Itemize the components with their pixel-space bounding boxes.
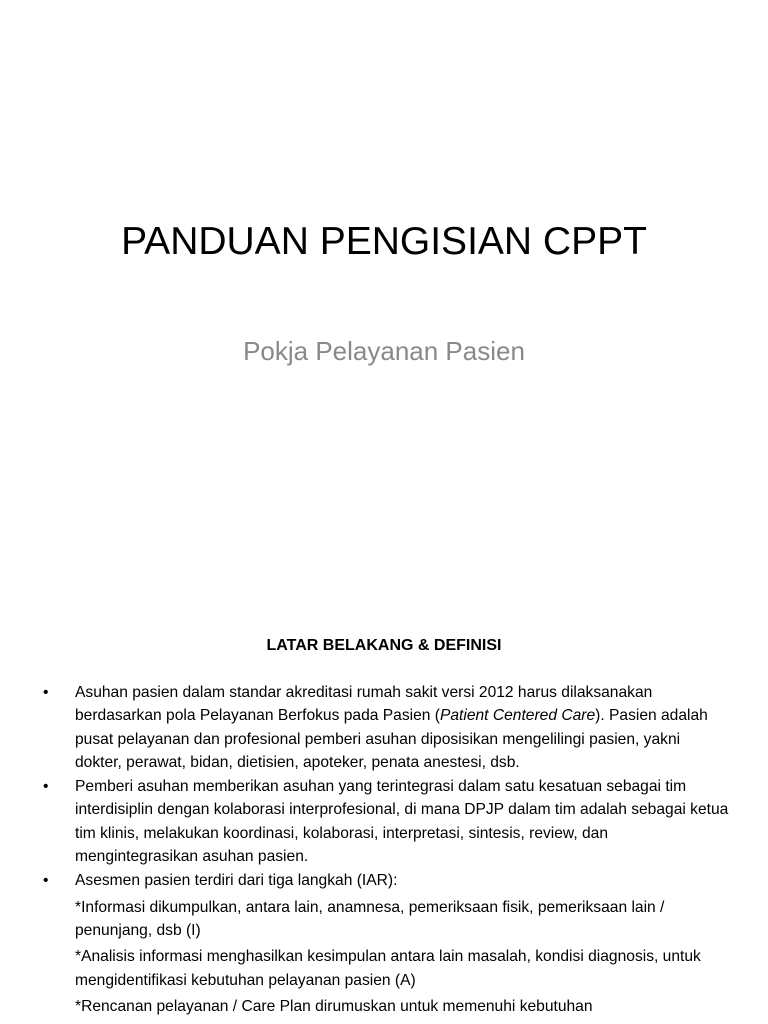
content-slide	[0, 576, 768, 1024]
slide-subtitle: Pokja Pelayanan Pasien	[243, 336, 525, 366]
sub-item-information: *Informasi dikumpulkan, antara lain, anamnesa, pemeriksaan fisik, pemeriksaan lain / penunjang, dsb (I)	[75, 898, 665, 939]
bullet-text-start: Asuhan pasien dalam standar akreditasi rumah sakit versi 2012 harus dilaksanakan berdasarkan pola Pelayanan Berfokus pada Pasien (	[75, 684, 653, 725]
bullet-text: Pemberi asuhan memberikan asuhan yang terintegrasi dalam satu kesatuan sebagai tim interdisiplin dengan kolaborasi interprofesional, di mana DPJP dalam tim adalah sebagai ketua tim klinis, melakukan koordinasi, kolaborasi, interpretasi, sintesis, review, dan mengintegrasikan asuhan pasien.	[75, 778, 729, 866]
bullet-item	[40, 681, 730, 774]
sub-item-care-plan: *Rencanan pelayanan / Care Plan dirumuskan untuk memenuhi kebutuhan	[75, 997, 593, 1015]
bullet-icon: •	[43, 872, 49, 890]
bullet-text: Asesmen pasien terdiri dari tiga langkah (IAR):	[75, 872, 398, 890]
bullet-item	[40, 775, 730, 868]
bullet-text-end: ). Pasien adalah pusat pelayanan dan profesional pemberi asuhan diposisikan mengelilingi pasien, yakni dokter, perawat, bidan, dietisien, apoteker, penata anestesi, dsb.	[75, 707, 708, 771]
sub-item-analysis: *Analisis informasi menghasilkan kesimpulan antara lain masalah, kondisi diagnosis, untuk mengidentifikasi kebutuhan pelayanan pasien (A)	[75, 948, 701, 989]
bullet-item	[40, 869, 730, 892]
bullet-list	[40, 681, 730, 1018]
section-heading: LATAR BELAKANG & DEFINISI	[266, 637, 502, 654]
bullet-icon: •	[43, 684, 49, 701]
slide-title: PANDUAN PENGISIAN CPPT	[121, 220, 647, 263]
bullet-icon: •	[43, 778, 49, 796]
bullet-text-italic: Patient Centered Care	[439, 707, 596, 725]
